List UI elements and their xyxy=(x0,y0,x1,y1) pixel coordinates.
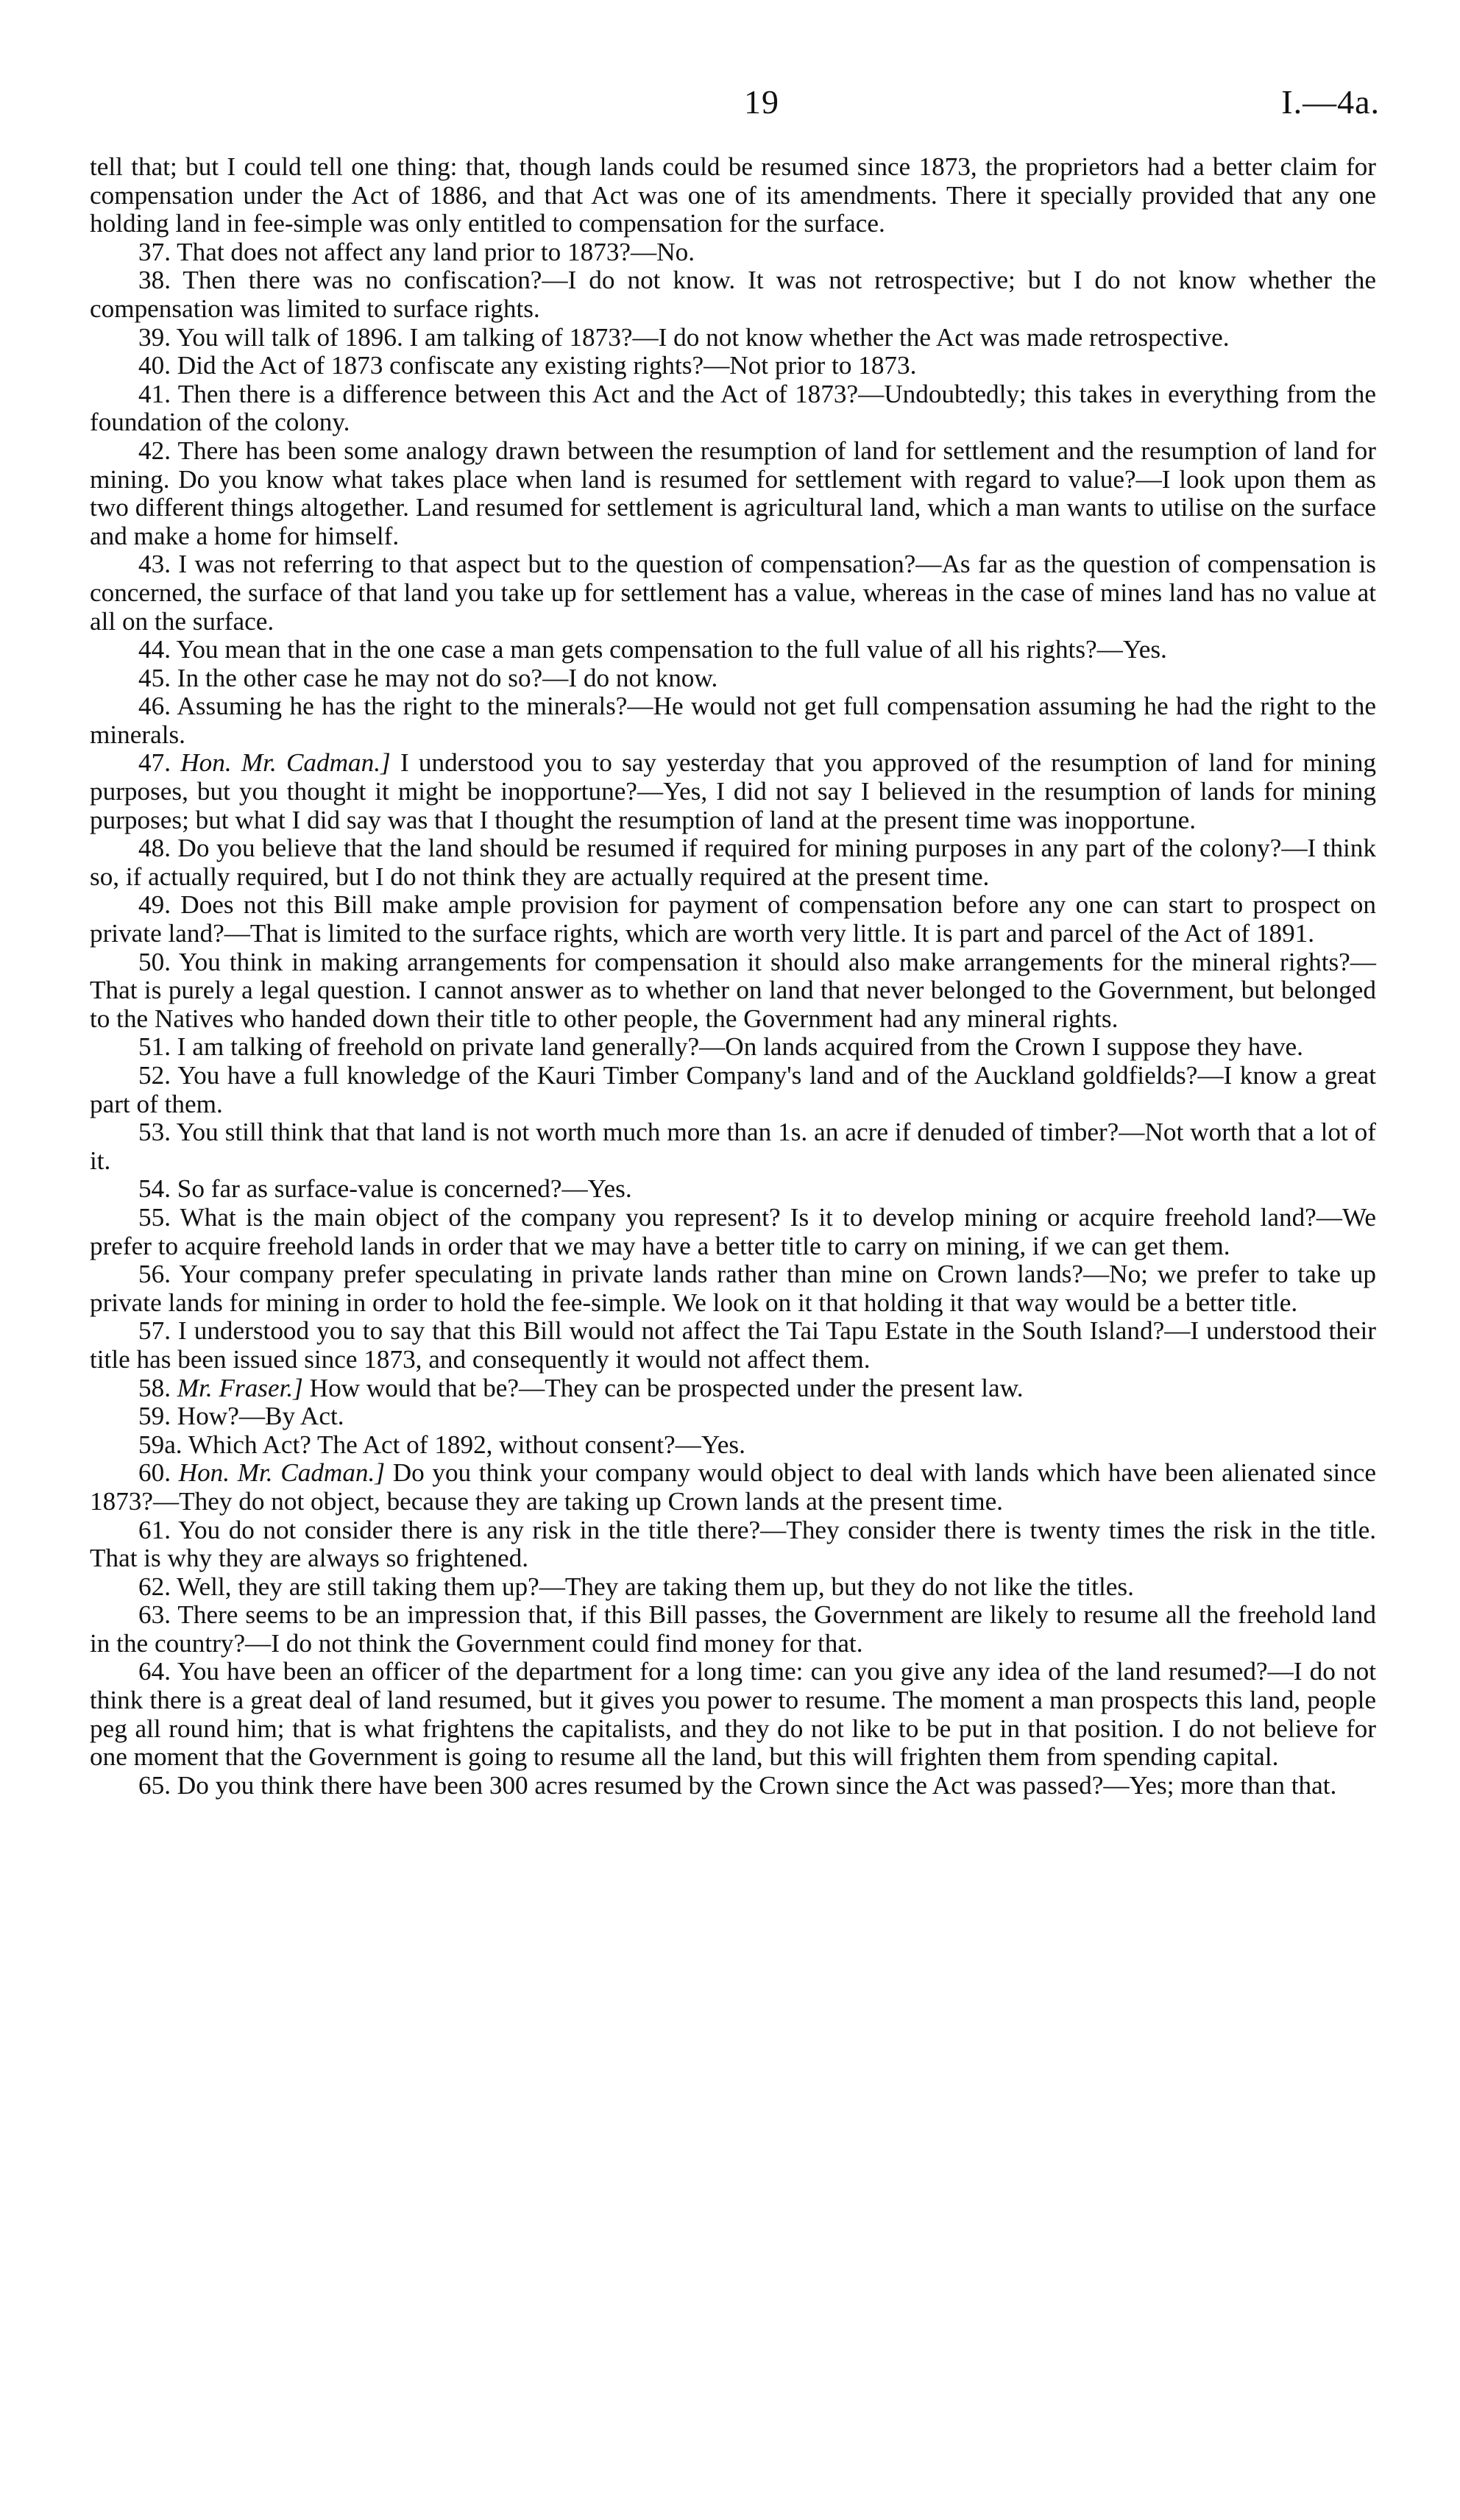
question-number: 59. xyxy=(138,1402,171,1431)
paragraph-text: Your company prefer speculating in private lands rather than mine on Crown lands?—No; we prefer to take up private lands for mining in order to hold the fee-simple. We look on it that holding it that way would be a better title. xyxy=(90,1260,1376,1317)
testimony-paragraph xyxy=(90,1317,1376,1374)
question-number: 58. xyxy=(138,1373,171,1402)
testimony-body xyxy=(90,153,1376,1800)
question-number: 46. xyxy=(138,692,171,721)
paragraph-text: How?—By Act. xyxy=(177,1402,344,1431)
paragraph-text: Which Act? The Act of 1892, without consent?—Yes. xyxy=(188,1430,745,1459)
speaker-name: Hon. Mr. Cadman.] xyxy=(180,748,391,778)
paragraph-text: I understood you to say that this Bill would not affect the Tai Tapu Estate in the South Island?—I understood their title has been issued since 1873, and consequently it would not affect them. xyxy=(90,1316,1376,1374)
testimony-paragraph xyxy=(90,1175,1376,1204)
testimony-paragraph xyxy=(90,1601,1376,1658)
testimony-paragraph xyxy=(90,437,1376,550)
question-number: 52. xyxy=(138,1061,171,1090)
paragraph-text: You do not consider there is any risk in the title there?—They consider there is twenty times the risk in the title. That is why they are always so frightened. xyxy=(90,1515,1376,1573)
testimony-paragraph xyxy=(90,749,1376,834)
question-number: 41. xyxy=(138,379,171,408)
testimony-paragraph xyxy=(90,1204,1376,1260)
paragraph-text: You have been an officer of the department for a long time: can you give any idea of the land resumed?—I do not think there is a great deal of land resumed, but it gives you power to resume. The moment a man prospects this land, people peg all round him; that is what frightens the capitalists, and they do not like to be put in that position. I do not believe for one moment that the Government is going to resume all the land, but this will frighten them from spending capital. xyxy=(90,1657,1376,1772)
speaker-name: Mr. Fraser.] xyxy=(177,1373,303,1402)
testimony-paragraph xyxy=(90,636,1376,664)
testimony-paragraph xyxy=(90,1260,1376,1317)
speaker-name: Hon. Mr. Cadman.] xyxy=(178,1458,386,1488)
page-header xyxy=(88,82,1380,134)
testimony-paragraph xyxy=(90,238,1376,267)
testimony-paragraph xyxy=(90,1516,1376,1573)
paragraph-text: So far as surface-value is concerned?—Yes. xyxy=(177,1174,632,1204)
paragraph-text: I am talking of freehold on private land generally?—On lands acquired from the Crown I suppose they have. xyxy=(177,1032,1303,1062)
paragraph-text: What is the main object of the company you represent? Is it to develop mining or acquire freehold land?—We prefer to acquire freehold lands in order that we may have a better title to carry on mining, if we can get them. xyxy=(90,1202,1376,1260)
paragraph-text: In the other case he may not do so?—I do not know. xyxy=(177,663,718,692)
paragraph-text: You think in making arrangements for compensation it should also make arrangements for the mineral rights?—That is purely a legal question. I cannot answer as to whether on land that never belonged to the Government, but belonged to the Natives who handed down their title to other people, the Government had any mineral rights. xyxy=(90,947,1376,1033)
paragraph-text: Assuming he has the right to the minerals?—He would not get full compensation assuming he had the right to the minerals. xyxy=(90,692,1377,749)
question-number: 44. xyxy=(138,635,171,664)
paragraph-text: You will talk of 1896. I am talking of 1873?—I do not know whether the Act was made retrospective. xyxy=(176,322,1230,352)
paragraph-text: Does not this Bill make ample provision for payment of compensation before any one can start to prospect on private land?—That is limited to the surface rights, which are worth very little. It is part and parcel of the Act of 1891. xyxy=(90,890,1376,948)
question-number: 42. xyxy=(138,436,171,465)
testimony-paragraph xyxy=(90,153,1376,238)
paragraph-text: Do you think your company would object to deal with lands which have been alienated since 1873?—They do not object, because they are taking up Crown lands at the present time. xyxy=(90,1458,1377,1516)
testimony-paragraph xyxy=(90,1772,1376,1800)
paragraph-text: tell that; but I could tell one thing: that, though lands could be resumed since 1873, the proprietors had a better claim for compensation under the Act of 1886, and that Act was one of its amendments. There it specially provided that any one holding land in fee-simple was only entitled to compensation for the surface. xyxy=(90,152,1376,238)
question-number: 48. xyxy=(138,834,171,863)
paragraph-text: That does not affect any land prior to 1873?—No. xyxy=(177,237,695,266)
question-number: 54. xyxy=(138,1174,171,1204)
testimony-paragraph xyxy=(90,834,1376,891)
paragraph-text: There has been some analogy drawn between the resumption of land for settlement and the resumption of land for mining. Do you know what takes place when land is resumed for settlement with regard to value?—I look upon them as two different things altogether. Land resumed for settlement is agricultural land, which a man wants to utilise on the surface and make a home for himself. xyxy=(90,436,1376,550)
paragraph-text: You have a full knowledge of the Kauri Timber Company's land and of the Auckland goldfields?—I know a great part of them. xyxy=(90,1061,1376,1118)
paragraph-text: I was not referring to that aspect but to the question of compensation?—As far as the question of compensation is concerned, the surface of that land you take up for settlement has a value, whereas in the case of mines land has no value at all on the surface. xyxy=(90,550,1376,636)
paragraph-text: Then there is a difference between this Act and the Act of 1873?—Undoubtedly; this takes in everything from the foundation of the colony. xyxy=(90,379,1376,437)
question-number: 47. xyxy=(138,748,171,778)
question-number: 59a. xyxy=(138,1430,182,1459)
testimony-paragraph xyxy=(90,1573,1376,1602)
testimony-paragraph xyxy=(90,948,1376,1034)
paragraph-text: There seems to be an impression that, if this Bill passes, the Government are likely to resume all the freehold land in the country?—I do not think the Government could find money for that. xyxy=(90,1600,1376,1658)
testimony-paragraph xyxy=(90,1062,1376,1118)
paragraph-text: Did the Act of 1873 confiscate any existing rights?—Not prior to 1873. xyxy=(177,351,917,380)
question-number: 61. xyxy=(138,1515,171,1544)
question-number: 64. xyxy=(138,1657,171,1686)
question-number: 50. xyxy=(138,947,171,976)
page-number: 19 xyxy=(744,83,779,121)
testimony-paragraph xyxy=(90,891,1376,948)
testimony-paragraph xyxy=(90,380,1376,437)
question-number: 51. xyxy=(138,1032,171,1062)
testimony-paragraph xyxy=(90,324,1376,352)
question-number: 60. xyxy=(138,1458,171,1488)
testimony-paragraph xyxy=(90,352,1376,380)
question-number: 38. xyxy=(138,266,171,295)
testimony-paragraph xyxy=(90,1402,1376,1431)
question-number: 62. xyxy=(138,1572,171,1601)
question-number: 39. xyxy=(138,322,171,352)
paragraph-text: How would that be?—They can be prospected under the present law. xyxy=(309,1373,1024,1402)
paragraph-text: Do you believe that the land should be resumed if required for mining purposes in any part of the colony?—I think so, if actually required, but I do not think they are actually required at the present time. xyxy=(90,834,1376,891)
question-number: 37. xyxy=(138,237,171,266)
question-number: 65. xyxy=(138,1770,171,1800)
question-number: 56. xyxy=(138,1260,171,1289)
testimony-paragraph xyxy=(90,1459,1376,1516)
paragraph-text: Do you think there have been 300 acres resumed by the Crown since the Act was passed?—Yes; more than that. xyxy=(177,1770,1337,1800)
testimony-paragraph xyxy=(90,550,1376,636)
paragraph-text: You still think that that land is not worth much more than 1s. an acre if denuded of timber?—Not worth that a lot of it. xyxy=(90,1118,1376,1175)
question-number: 53. xyxy=(138,1118,171,1147)
question-number: 43. xyxy=(138,550,171,579)
testimony-paragraph xyxy=(90,1374,1376,1403)
question-number: 63. xyxy=(138,1600,171,1630)
testimony-paragraph xyxy=(90,664,1376,693)
paragraph-text: Well, they are still taking them up?—They are taking them up, but they do not like the titles. xyxy=(177,1572,1134,1601)
question-number: 40. xyxy=(138,351,171,380)
document-reference: I.—4a. xyxy=(1281,83,1380,121)
question-number: 49. xyxy=(138,890,171,920)
testimony-paragraph xyxy=(90,692,1376,749)
paragraph-text: You mean that in the one case a man gets compensation to the full value of all his rights?—Yes. xyxy=(176,635,1167,664)
paragraph-text: Then there was no confiscation?—I do not know. It was not retrospective; but I do not know whether the compensation was limited to surface rights. xyxy=(90,266,1376,323)
testimony-paragraph xyxy=(90,266,1376,323)
question-number: 57. xyxy=(138,1316,171,1346)
paragraph-text: I understood you to say yesterday that you approved of the resumption of land for mining purposes, but you thought it might be inopportune?—Yes, I did not say I believed in the resumption of lands for mining purposes; but what I did say was that I thought the resumption of land at the present time was inopportune. xyxy=(90,748,1377,834)
question-number: 55. xyxy=(138,1202,171,1232)
question-number: 45. xyxy=(138,663,171,692)
testimony-paragraph xyxy=(90,1118,1376,1175)
testimony-paragraph xyxy=(90,1033,1376,1062)
testimony-paragraph xyxy=(90,1431,1376,1460)
testimony-paragraph xyxy=(90,1658,1376,1771)
